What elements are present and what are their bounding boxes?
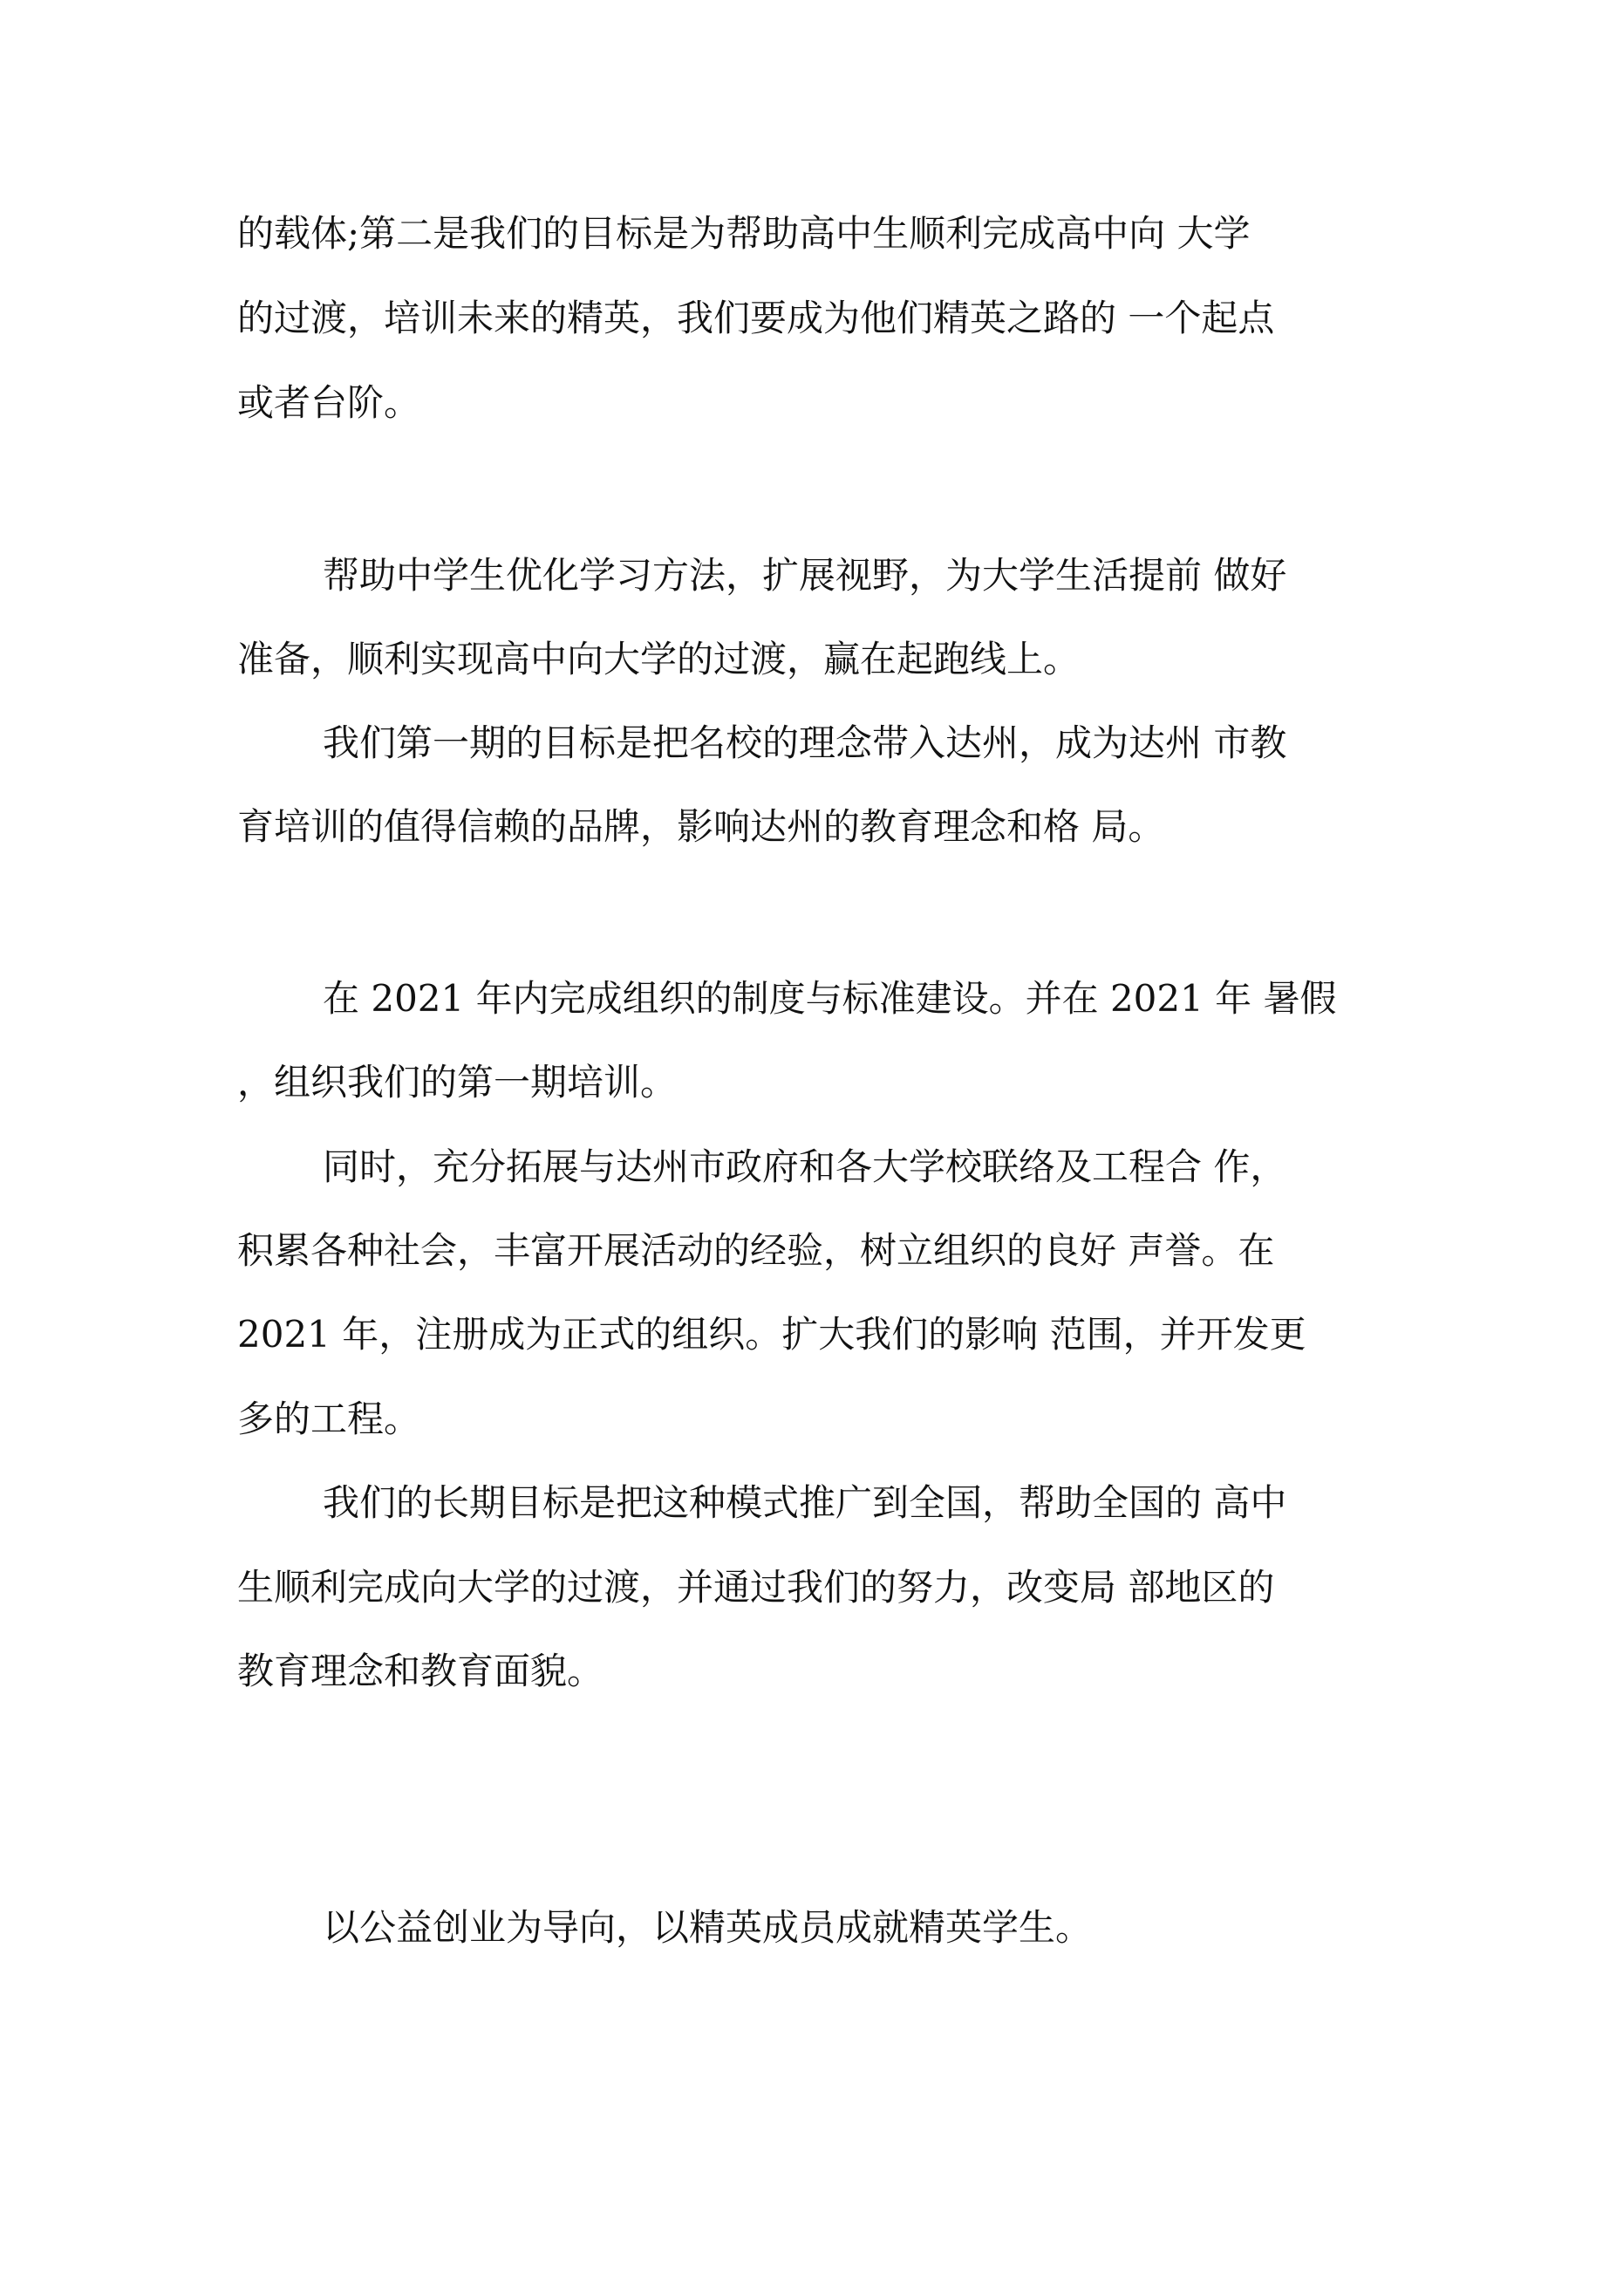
text-line: ，组织我们的第一期培训。 [237,1061,678,1104]
text-line: 准备，顺利实现高中向大学的过渡，赢在起跑线上。 [237,638,1081,680]
text-line: 的载体;第二是我们的目标是为帮助高中生顺利完成高中向 大学 [237,212,1251,255]
text-line: 在 2021 年内完成组织的制度与标准建设。并在 2021 年 暑假 [323,977,1337,1020]
text-line: 同时，充分拓展与达州市政府和各大学校联络及工程合 作， [323,1145,1287,1188]
text-line: 2021 年，注册成为正式的组织。扩大我们的影响 范围，并开发更 [237,1313,1306,1356]
text-line: 我们的长期目标是把这种模式推广到全国，帮助全国的 高中 [323,1481,1287,1524]
text-line: 我们第一期的目标是把名校的理念带入达州，成为达州 市教 [323,721,1287,764]
text-line: 积累各种社会，丰富开展活动的经验，树立组织的良好 声誉。在 [237,1229,1275,1272]
text-line: 帮助中学生优化学习方法，扩展视野，为大学生活提前 做好 [323,554,1287,597]
text-line: 教育理念和教育面貌。 [237,1650,604,1692]
text-line: 育培训的值得信赖的品牌，影响达州的教育理念和格 局。 [237,805,1165,848]
text-line: 以公益创业为导向，以精英成员成就精英学生。 [323,1906,1093,1949]
text-line: 生顺利完成向大学的过渡，并通过我们的努力，改变局 部地区的 [237,1566,1275,1609]
text-line: 的过渡，培训未来的精英，我们要成为他们精英之路的 一个起点 [237,297,1275,339]
text-line: 或者台阶。 [237,381,421,424]
text-line: 多的工程。 [237,1397,421,1440]
